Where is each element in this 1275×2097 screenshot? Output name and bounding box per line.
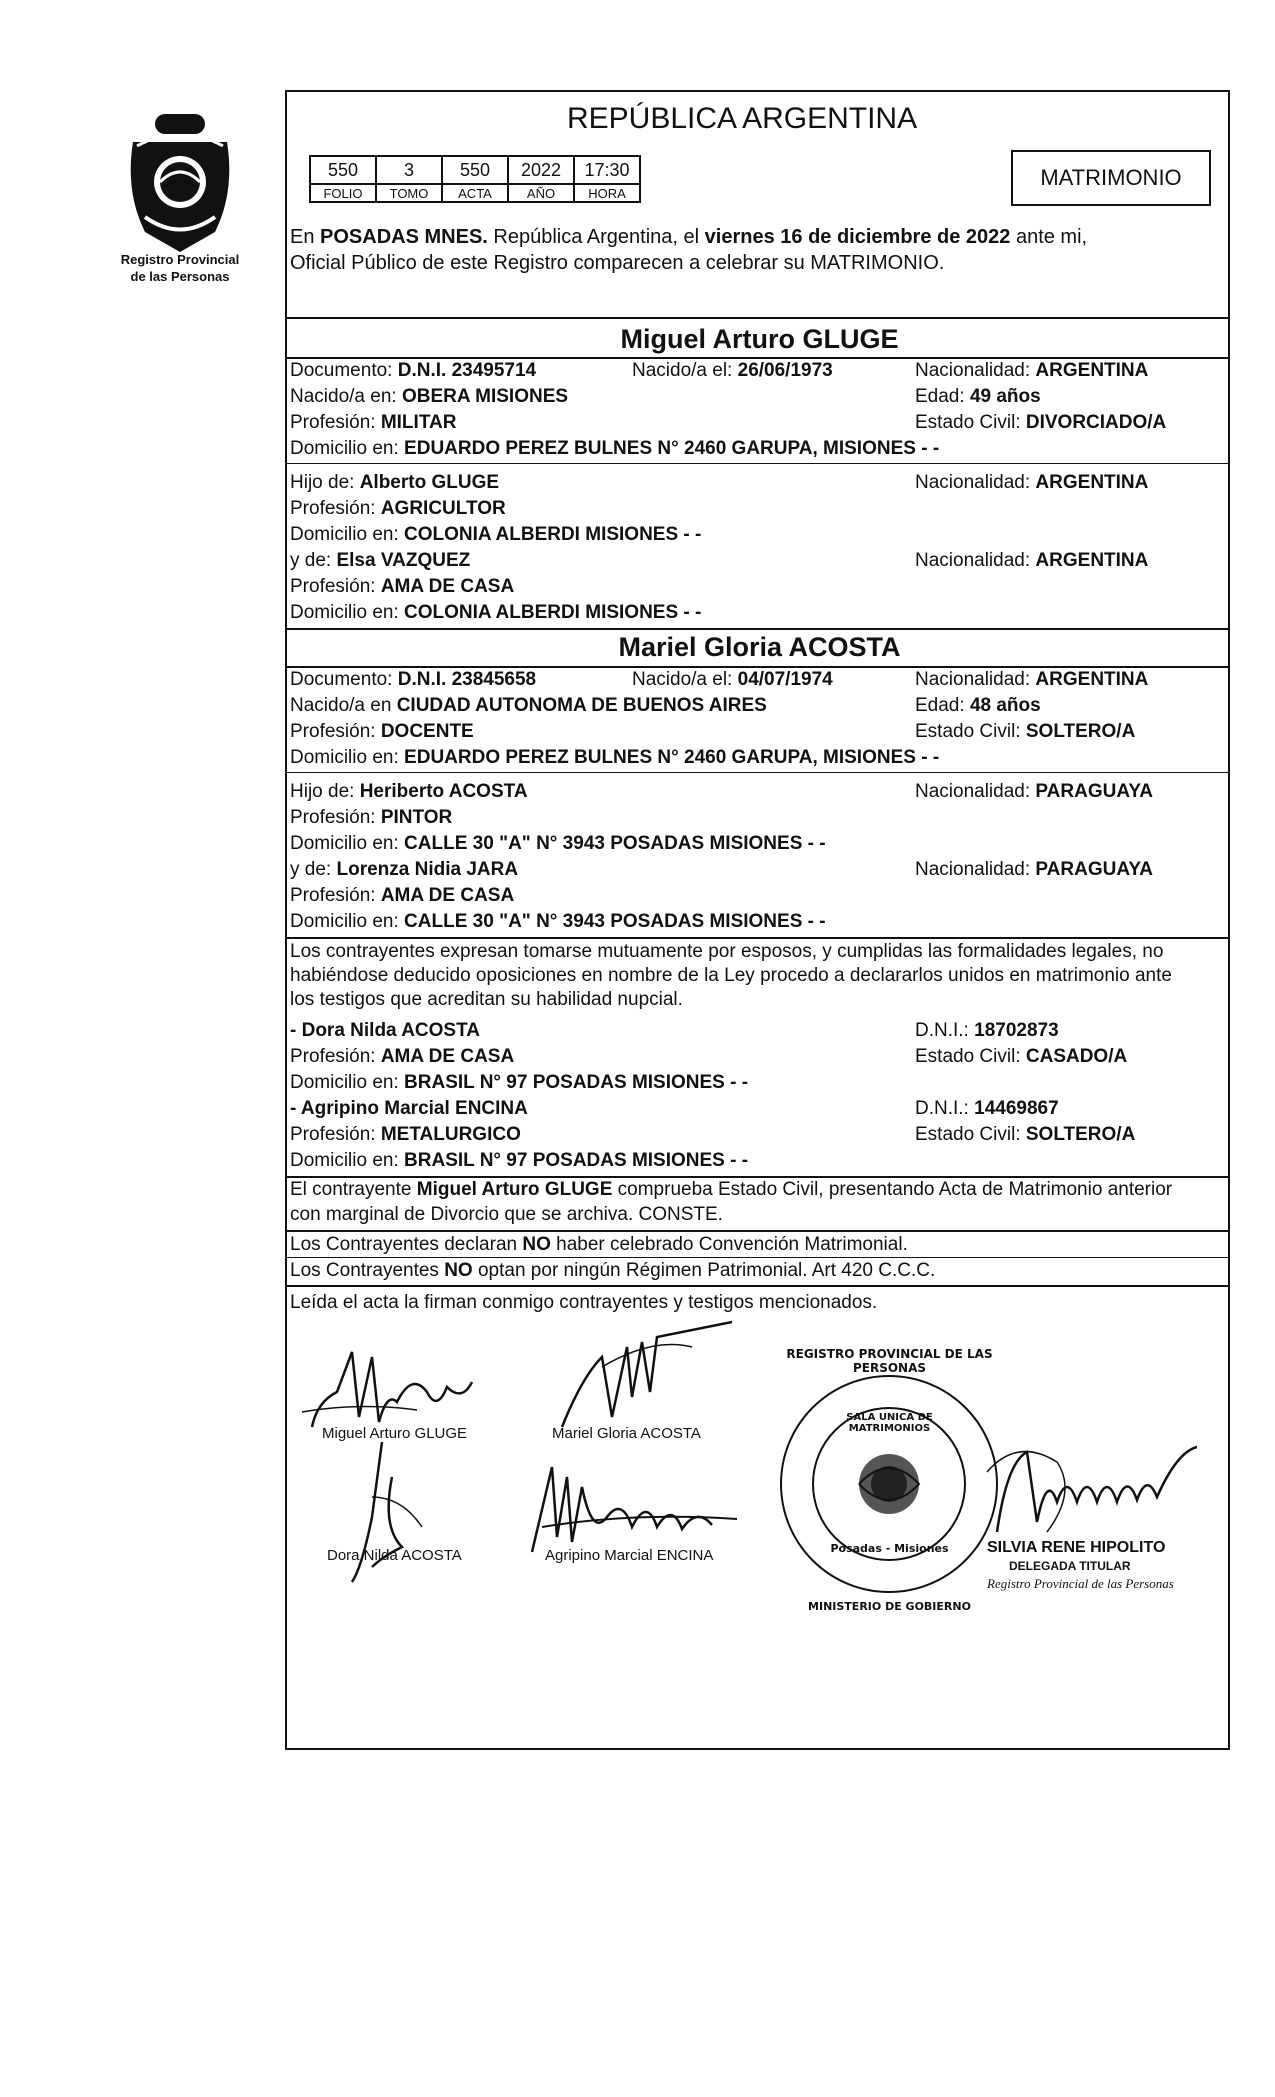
acta-value: 550 xyxy=(442,156,508,184)
witness2-name: - Agripino Marcial ENCINA xyxy=(290,1098,528,1119)
anio-label: AÑO xyxy=(508,184,574,202)
bride-nacido-el: Nacido/a el: 04/07/1974 xyxy=(632,669,833,690)
stamp-ministry-text: MINISTERIO DE GOBIERNO xyxy=(808,1600,971,1613)
regime-note: Los Contrayentes NO optan por ningún Régimen Patrimonial. Art 420 C.C.C. xyxy=(290,1260,936,1281)
witness1-signature xyxy=(312,1437,452,1587)
civil-status-note-line1: El contrayente Miguel Arturo GLUGE comprueba Estado Civil, presentando Acta de Matrimonio anterior xyxy=(290,1179,1173,1200)
groom-mother-domicilio: Domicilio en: COLONIA ALBERDI MISIONES - - xyxy=(290,602,702,623)
official-name: SILVIA RENE HIPOLITO xyxy=(987,1539,1166,1556)
witness2-domicilio: Domicilio en: BRASIL N° 97 POSADAS MISIONES - - xyxy=(290,1150,749,1171)
bride-father-profesion: Profesión: PINTOR xyxy=(290,807,453,828)
groom-father: Hijo de: Alberto GLUGE xyxy=(290,472,500,493)
civil-status-note-line2: con marginal de Divorcio que se archiva. CONSTE. xyxy=(290,1204,723,1225)
witness1-estado: Estado Civil: CASADO/A xyxy=(915,1046,1128,1067)
intro-line1: En POSADAS MNES. República Argentina, el viernes 16 de diciembre de 2022 ante mi, xyxy=(290,226,1088,248)
declaration-line2: habiéndose deducido oposiciones en nombre de la Ley procedo a declararlos unidos en matrimonio ante xyxy=(290,965,1172,986)
bride-mother-domicilio: Domicilio en: CALLE 30 "A" N° 3943 POSADAS MISIONES - - xyxy=(290,911,826,932)
groom-nacionalidad: Nacionalidad: ARGENTINA xyxy=(915,360,1149,381)
marriage-certificate xyxy=(285,90,1230,1750)
groom-father-nacionalidad: Nacionalidad: ARGENTINA xyxy=(915,472,1149,493)
stamp-inner-text: SALA UNICA DE MATRIMONIOS xyxy=(846,1412,933,1434)
bride-mother: y de: Lorenza Nidia JARA xyxy=(290,859,519,880)
hora-label: HORA xyxy=(574,184,640,202)
bride-domicilio: Domicilio en: EDUARDO PEREZ BULNES N° 2460 GARUPA, MISIONES - - xyxy=(290,747,940,768)
official-org: Registro Provincial de las Personas xyxy=(987,1576,1174,1591)
groom-father-profesion: Profesión: AGRICULTOR xyxy=(290,498,506,519)
witness1-name: - Dora Nilda ACOSTA xyxy=(290,1020,481,1041)
groom-documento: Documento: D.N.I. 23495714 xyxy=(290,360,537,381)
groom-domicilio: Domicilio en: EDUARDO PEREZ BULNES N° 2460 GARUPA, MISIONES - - xyxy=(290,438,940,459)
bride-father-nacionalidad: Nacionalidad: PARAGUAYA xyxy=(915,781,1153,802)
anio-value: 2022 xyxy=(508,156,574,184)
logo-caption-line1: Registro Provincial xyxy=(120,252,240,267)
doc-type-box xyxy=(1011,150,1211,206)
stamp-outer-text: REGISTRO PROVINCIAL DE LAS PERSONAS xyxy=(786,1347,993,1375)
groom-mother-profesion: Profesión: AMA DE CASA xyxy=(290,576,515,597)
bride-mother-nacionalidad: Nacionalidad: PARAGUAYA xyxy=(915,859,1153,880)
folio-label: FOLIO xyxy=(310,184,376,202)
witness2-estado: Estado Civil: SOLTERO/A xyxy=(915,1124,1136,1145)
declaration xyxy=(290,940,1225,1012)
folio-value: 550 xyxy=(310,156,376,184)
bride-father: Hijo de: Heriberto ACOSTA xyxy=(290,781,528,802)
witness2-dni: D.N.I.: 14469867 xyxy=(915,1098,1059,1119)
groom-estado: Estado Civil: DIVORCIADO/A xyxy=(915,412,1167,433)
acta-label: ACTA xyxy=(442,184,508,202)
groom-nacido-el: Nacido/a el: 26/06/1973 xyxy=(632,360,833,381)
groom-mother-nacionalidad: Nacionalidad: ARGENTINA xyxy=(915,550,1149,571)
registry-table xyxy=(309,155,641,203)
intro-line2: Oficial Público de este Registro comparecen a celebrar su MATRIMONIO. xyxy=(290,252,945,274)
bride-nacionalidad: Nacionalidad: ARGENTINA xyxy=(915,669,1149,690)
logo-caption-line2: de las Personas xyxy=(130,269,230,284)
tomo-value: 3 xyxy=(376,156,442,184)
tomo-label: TOMO xyxy=(376,184,442,202)
groom-father-domicilio: Domicilio en: COLONIA ALBERDI MISIONES - - xyxy=(290,524,702,545)
witness2-signature-caption: Agripino Marcial ENCINA xyxy=(545,1547,714,1564)
convention-note: Los Contrayentes declaran NO haber celebrado Convención Matrimonial. xyxy=(290,1234,908,1255)
witness1-dni: D.N.I.: 18702873 xyxy=(915,1020,1059,1041)
witness1-profesion: Profesión: AMA DE CASA xyxy=(290,1046,515,1067)
bride-signature xyxy=(542,1317,742,1437)
registry-logo xyxy=(105,112,255,292)
witness1-domicilio: Domicilio en: BRASIL N° 97 POSADAS MISIONES - - xyxy=(290,1072,749,1093)
groom-mother: y de: Elsa VAZQUEZ xyxy=(290,550,471,571)
witness2-signature xyxy=(512,1457,742,1557)
hora-value: 17:30 xyxy=(574,156,640,184)
bride-edad: Edad: 48 años xyxy=(915,695,1041,716)
groom-profesion: Profesión: MILITAR xyxy=(290,412,457,433)
witness2-profesion: Profesión: METALURGICO xyxy=(290,1124,521,1145)
country-title: REPÚBLICA ARGENTINA xyxy=(567,102,918,135)
bride-mother-profesion: Profesión: AMA DE CASA xyxy=(290,885,515,906)
bride-nacido-en: Nacido/a en CIUDAD AUTONOMA DE BUENOS AIRES xyxy=(290,695,767,716)
declaration-line3: los testigos que acreditan su habilidad nupcial. xyxy=(290,989,683,1010)
groom-edad: Edad: 49 años xyxy=(915,386,1041,407)
bride-estado: Estado Civil: SOLTERO/A xyxy=(915,721,1136,742)
bride-name: Mariel Gloria ACOSTA xyxy=(618,632,901,662)
province-seal-icon xyxy=(115,112,245,262)
declaration-line1: Los contrayentes expresan tomarse mutuamente por esposos, y cumplidas las formalidades legales, no xyxy=(290,941,1164,962)
read-note: Leída el acta la firman conmigo contrayentes y testigos mencionados. xyxy=(290,1292,878,1313)
registry-stamp xyxy=(777,1372,1002,1597)
bride-documento: Documento: D.N.I. 23845658 xyxy=(290,669,537,690)
official-signature xyxy=(977,1432,1227,1542)
groom-name: Miguel Arturo GLUGE xyxy=(620,324,899,354)
witness1-signature-caption: Dora Nilda ACOSTA xyxy=(327,1547,462,1564)
bride-father-domicilio: Domicilio en: CALLE 30 "A" N° 3943 POSADAS MISIONES - - xyxy=(290,833,826,854)
doc-type-label: MATRIMONIO xyxy=(1040,165,1182,190)
official-title: DELEGADA TITULAR xyxy=(1009,1559,1131,1573)
stamp-bottom-text: Posadas - Misiones xyxy=(830,1542,949,1555)
bride-signature-caption: Mariel Gloria ACOSTA xyxy=(552,1425,701,1442)
groom-signature-caption: Miguel Arturo GLUGE xyxy=(322,1425,468,1442)
bride-profesion: Profesión: DOCENTE xyxy=(290,721,474,742)
groom-nacido-en: Nacido/a en: OBERA MISIONES xyxy=(290,386,569,407)
